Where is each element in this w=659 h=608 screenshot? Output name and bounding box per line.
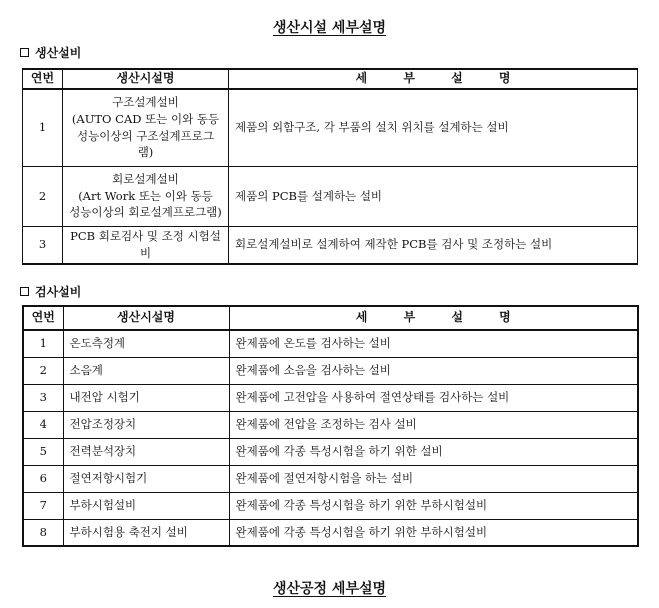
name-line: (Art Work 또는 이와 동등 bbox=[78, 188, 213, 203]
table-row bbox=[23, 438, 638, 465]
name-line: 성능이상의 회로설계프로그램) bbox=[69, 205, 222, 220]
section-title-process: 생산공정 세부설명 bbox=[272, 581, 387, 597]
table-row bbox=[23, 357, 638, 384]
row-number: 3 bbox=[23, 384, 63, 411]
table-row bbox=[23, 330, 638, 357]
checkbox-square-icon bbox=[20, 48, 29, 57]
column-header-name: 생산시설명 bbox=[63, 69, 229, 89]
table-row bbox=[23, 519, 638, 546]
name-line: 성능이상의 구조설계프로그 bbox=[77, 128, 214, 143]
table-row bbox=[23, 89, 638, 166]
equipment-name: 전력분석장치 bbox=[63, 438, 229, 465]
section-heading-production bbox=[20, 44, 81, 61]
equipment-name: 전압조정장치 bbox=[63, 411, 229, 438]
equipment-name bbox=[63, 166, 229, 226]
equipment-description: 회로설계설비로 설계하여 제작한 PCB를 검사 및 조정하는 설비 bbox=[229, 226, 638, 264]
column-header-no: 연번 bbox=[23, 69, 63, 89]
equipment-description: 완제품에 소음을 검사하는 설비 bbox=[229, 357, 638, 384]
row-number: 8 bbox=[23, 519, 63, 546]
equipment-description: 제품의 PCB를 설계하는 설비 bbox=[229, 166, 638, 226]
name-line: PCB 회로검사 및 조정 시험설 bbox=[70, 229, 221, 244]
column-header-name: 생산시설명 bbox=[63, 306, 229, 330]
row-number: 4 bbox=[23, 411, 63, 438]
equipment-description: 완제품에 절연저항시험을 하는 설비 bbox=[229, 465, 638, 492]
production-equipment-table bbox=[22, 68, 638, 265]
name-line: 램) bbox=[137, 145, 154, 160]
column-header-description: 세 부 설 명 bbox=[229, 69, 638, 89]
equipment-description: 완제품에 전압을 조정하는 검사 설비 bbox=[229, 411, 638, 438]
table-header-row bbox=[23, 69, 638, 89]
equipment-description: 완제품에 고전압을 사용하여 절연상태를 검사하는 설비 bbox=[229, 384, 638, 411]
equipment-name bbox=[63, 226, 229, 264]
table-row bbox=[23, 384, 638, 411]
row-number: 5 bbox=[23, 438, 63, 465]
equipment-description: 완제품에 각종 특성시험을 하기 위한 부하시험설비 bbox=[229, 519, 638, 546]
table-header-row bbox=[23, 306, 638, 330]
name-line: 구조설계설비 bbox=[112, 95, 179, 110]
table-row bbox=[23, 226, 638, 264]
section-heading-label: 검사설비 bbox=[35, 285, 82, 299]
equipment-name: 부하시험설비 bbox=[63, 492, 229, 519]
row-number: 2 bbox=[23, 166, 63, 226]
column-header-no: 연번 bbox=[23, 306, 63, 330]
name-line: 비 bbox=[139, 245, 152, 260]
equipment-description: 완제품에 각종 특성시험을 하기 위한 설비 bbox=[229, 438, 638, 465]
equipment-name: 소음계 bbox=[63, 357, 229, 384]
column-header-description: 세 부 설 명 bbox=[229, 306, 638, 330]
row-number: 6 bbox=[23, 465, 63, 492]
name-line: 회로설계설비 bbox=[112, 171, 179, 186]
page-title: 생산시설 세부설명 bbox=[272, 20, 387, 36]
row-number: 3 bbox=[23, 226, 63, 264]
name-line: (AUTO CAD 또는 이와 동등 bbox=[71, 112, 220, 127]
table-row bbox=[23, 411, 638, 438]
equipment-name: 내전압 시험기 bbox=[63, 384, 229, 411]
equipment-name: 절연저항시험기 bbox=[63, 465, 229, 492]
section-heading-label: 생산설비 bbox=[35, 46, 82, 60]
equipment-description: 완제품에 각종 특성시험을 하기 위한 부하시험설비 bbox=[229, 492, 638, 519]
table-row bbox=[23, 465, 638, 492]
row-number: 7 bbox=[23, 492, 63, 519]
equipment-description: 완제품에 온도를 검사하는 설비 bbox=[229, 330, 638, 357]
equipment-name bbox=[63, 89, 229, 166]
equipment-name: 온도측정계 bbox=[63, 330, 229, 357]
inspection-equipment-table bbox=[22, 305, 639, 547]
checkbox-square-icon bbox=[20, 287, 29, 296]
equipment-name: 부하시험용 축전지 설비 bbox=[63, 519, 229, 546]
table-row bbox=[23, 492, 638, 519]
table-row bbox=[23, 166, 638, 226]
row-number: 1 bbox=[23, 330, 63, 357]
section-heading-inspection bbox=[20, 283, 81, 300]
equipment-description: 제품의 외함구조, 각 부품의 설치 위치를 설계하는 설비 bbox=[229, 89, 638, 166]
row-number: 1 bbox=[23, 89, 63, 166]
row-number: 2 bbox=[23, 357, 63, 384]
